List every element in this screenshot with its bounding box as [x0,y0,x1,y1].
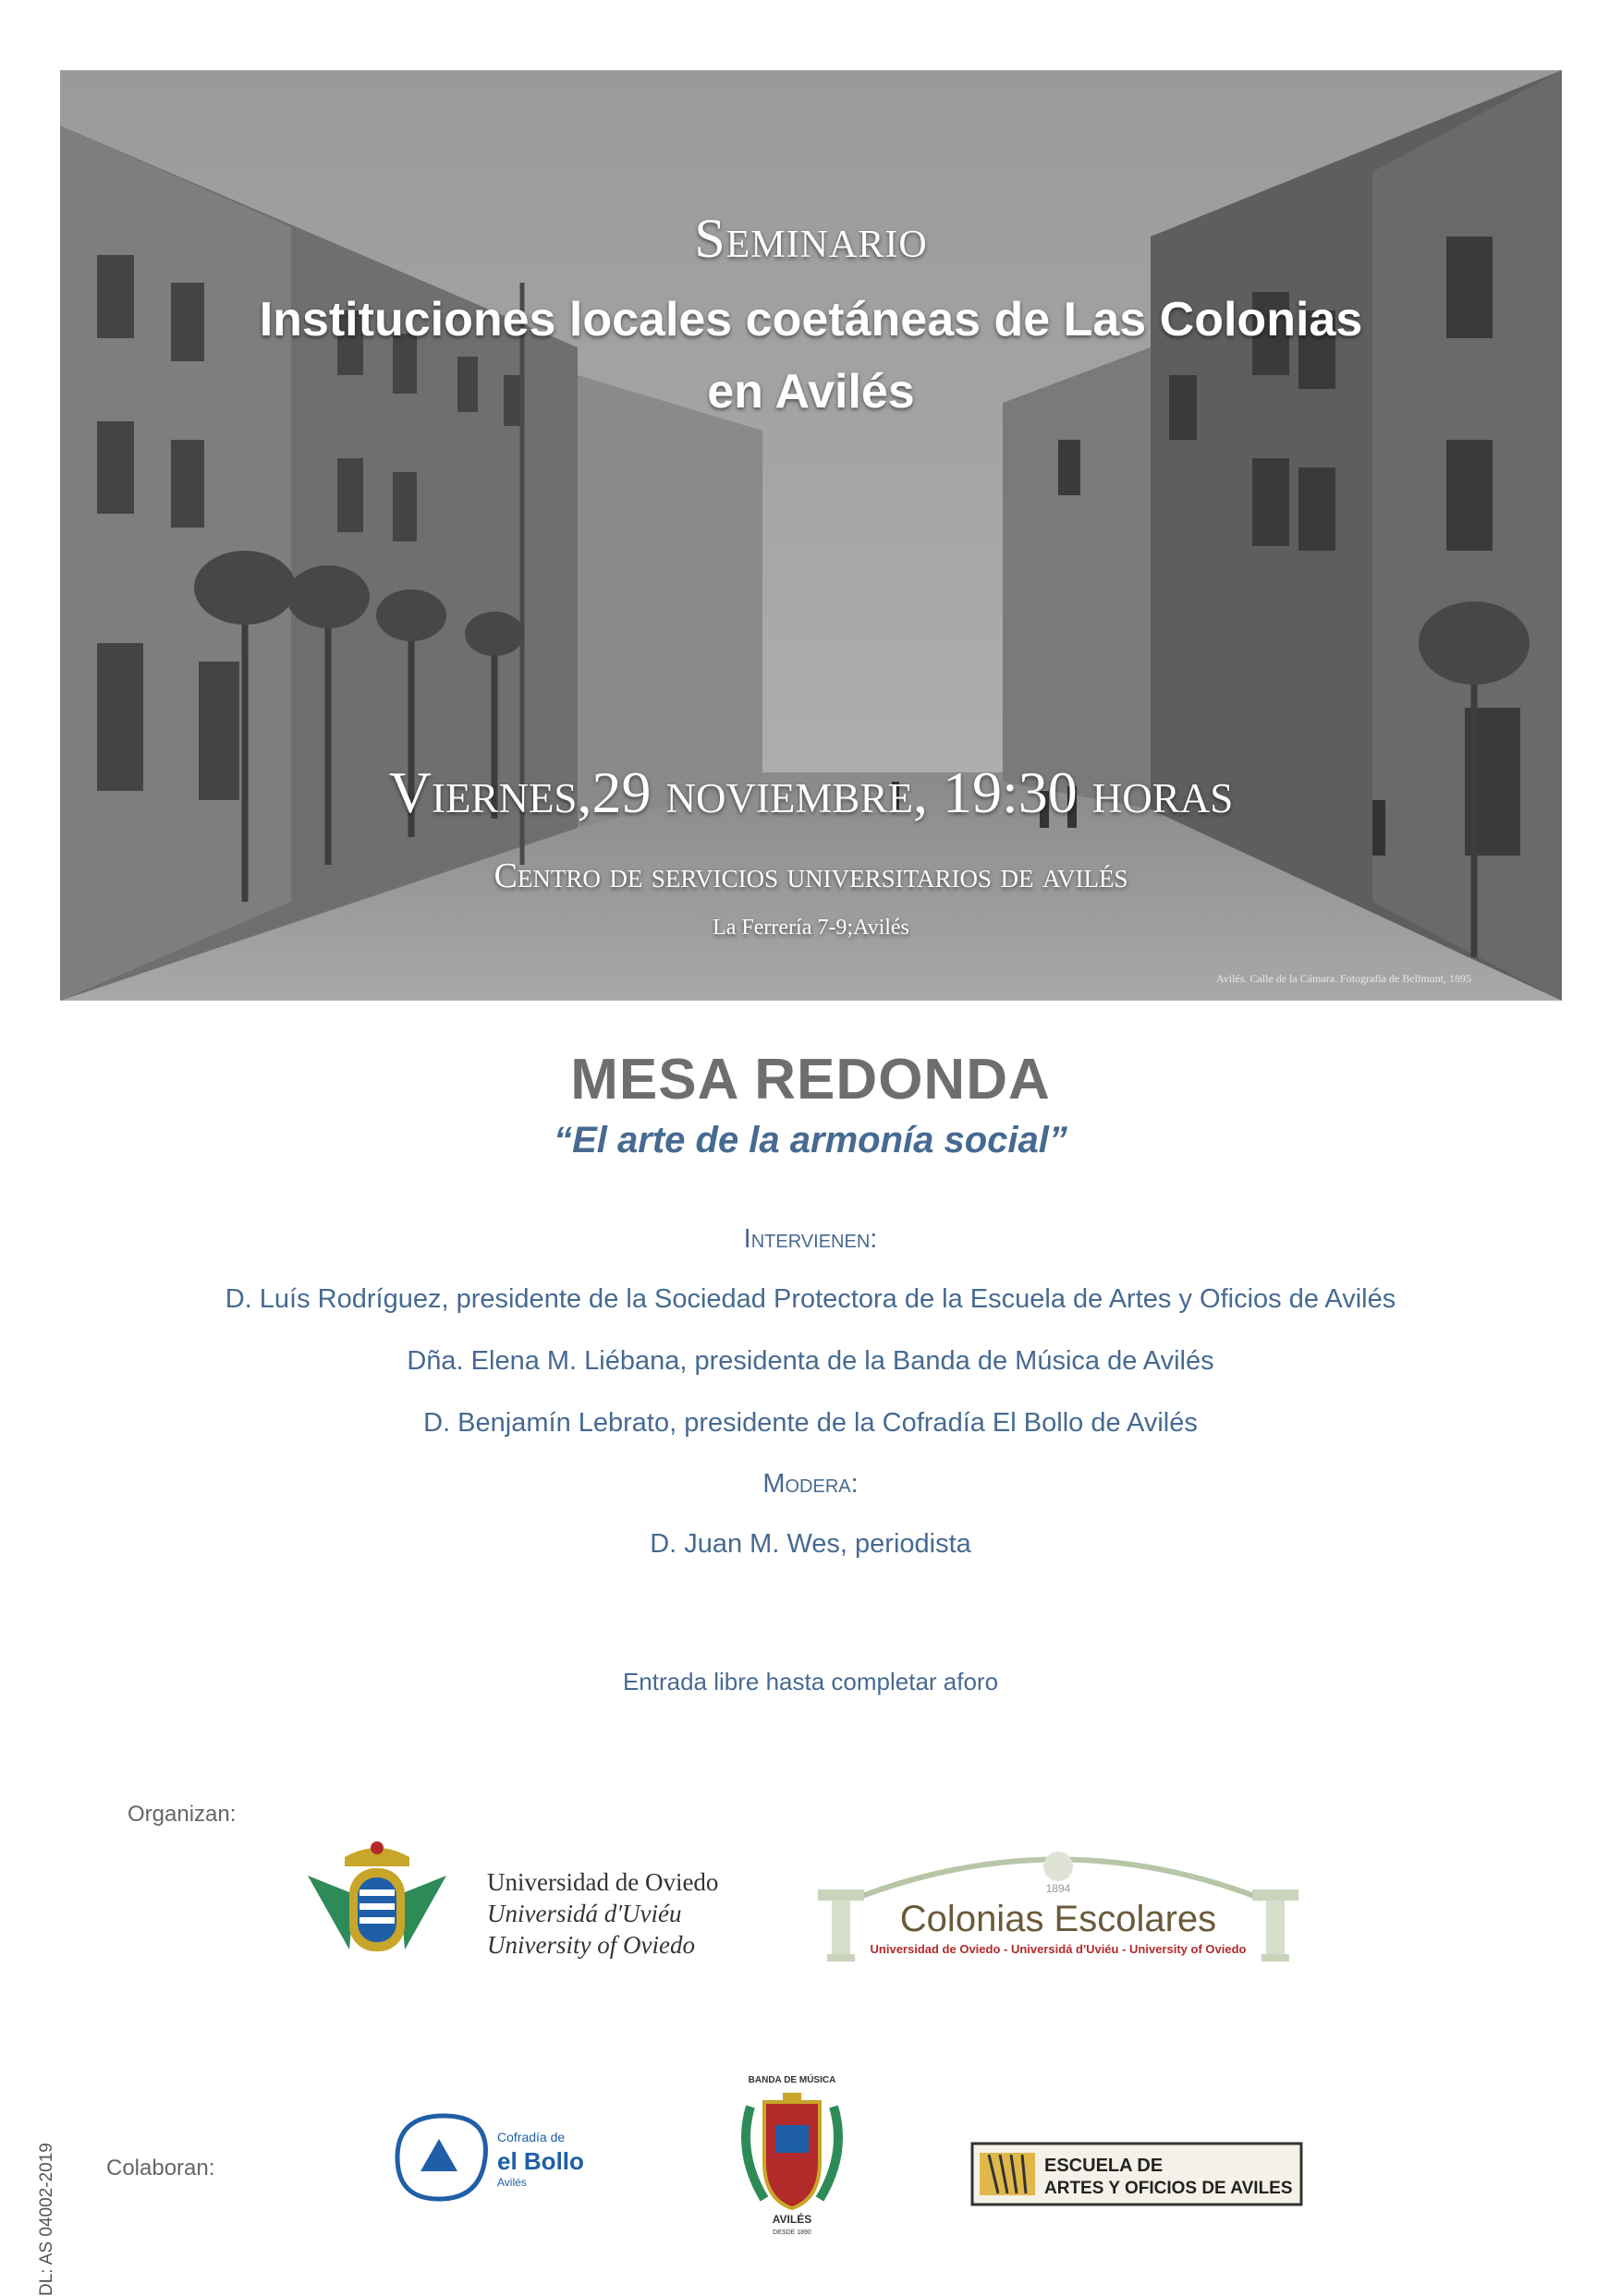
moderator-label: Modera: [762,1469,859,1499]
banda-since-text: DESDE 1890 [773,2229,811,2236]
seminar-label: Seminario [694,208,928,269]
colonias-escolares-logo [799,1839,1317,1968]
speaker-3: D. Benjamín Lebrato, presidente de la Cofradía El Bollo de Avilés [423,1408,1198,1438]
bollo-small-text: Cofradía de [497,2130,566,2144]
banda-top-text: BANDA DE MÚSICA [748,2075,836,2085]
free-entry-note: Entrada libre hasta completar aforo [622,1668,999,1695]
seminar-title-line1: Instituciones locales coetáneas de Las Colonias [259,293,1363,346]
escuela-line1: ESCUELA DE [1044,2156,1164,2176]
legal-deposit: DL: AS 04002-2019 [37,2143,56,2296]
hero-photo [60,70,1562,1001]
round-table-heading: MESA REDONDA [570,1048,1051,1112]
moderator-name: D. Juan M. Wes, periodista [650,1529,971,1559]
speaker-1: D. Luís Rodríguez, presidente de la Sociedad Protectora de la Escuela de Artes y Oficios de Avilés [225,1284,1396,1314]
seminar-title-line2: en Avilés [707,365,915,419]
banda-bottom-text: AVILÉS [772,2213,812,2226]
photo-credit: Avilés. Calle de la Cámara. Fotografía de Bellmunt, 1895 [1215,972,1471,985]
round-table-subtitle: “El arte de la armonía social” [554,1120,1067,1160]
university-name-block [487,1866,718,1961]
university-name-en: University of Oviedo [487,1931,695,1959]
speakers-label: Intervienen: [743,1224,878,1254]
organizers-label: Organizan: [128,1802,237,1827]
cofradia-bollo-logo [388,2107,591,2208]
venue-name: Centro de servicios universitarios de avilés [494,856,1128,895]
escuela-line2: ARTES Y OFICIOS DE AVILES [1044,2179,1293,2198]
bollo-place: Avilés [497,2176,527,2189]
university-name-es: Universidad de Oviedo [487,1868,719,1896]
event-date: Viernes,29 noviembre, 19:30 horas [388,759,1234,825]
collaborators-label: Colaboran: [106,2156,215,2181]
banda-musica-logo [727,2070,857,2236]
university-name-ast: Universidá d'Uviéu [487,1900,682,1927]
university-crest-logo [299,1839,456,1968]
venue-address: La Ferrería 7-9;Avilés [713,916,909,940]
colonias-subtitle: Universidad de Oviedo - Universidá d'Uviéu - University of Oviedo [870,1942,1247,1956]
bollo-name: el Bollo [497,2147,584,2175]
speaker-2: Dña. Elena M. Liébana, presidenta de la Banda de Música de Avilés [407,1346,1214,1376]
escuela-artes-oficios-logo [970,2142,1303,2206]
colonias-name: Colonias Escolares [899,1899,1217,1939]
colonias-year: 1894 [1045,1882,1071,1895]
